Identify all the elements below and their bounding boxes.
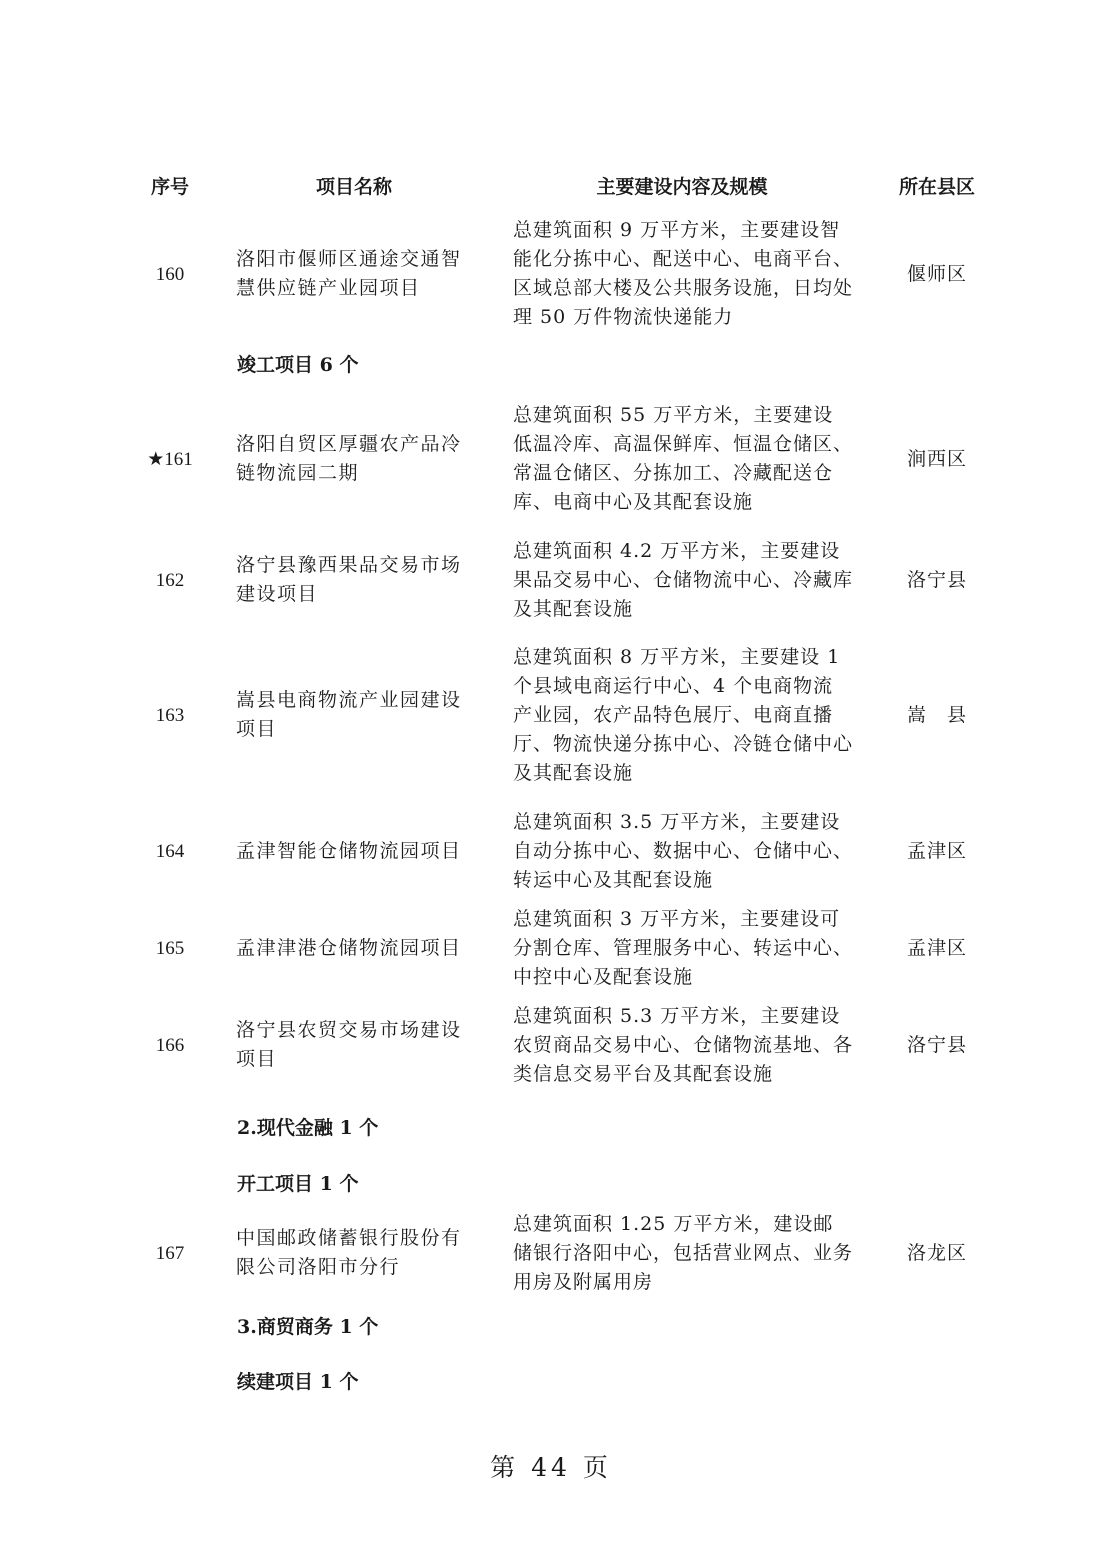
section-continued: 续建项目 1 个: [237, 1371, 359, 1393]
row-name: 洛宁县农贸交易市场建设项目: [236, 1019, 462, 1070]
section-completed: 竣工项目 6 个: [237, 354, 359, 376]
row-desc: 总建筑面积 5.3 万平方米，主要建设农贸商品交易中心、仓储物流基地、各类信息交易平台及其配套设施: [513, 1004, 854, 1085]
row-no: 166: [155, 1034, 185, 1056]
table-row: [0, 1209, 1102, 1297]
row-desc: 总建筑面积 3 万平方米，主要建设可分割仓库、管理服务中心、转运中心、中控中心及配套设施: [513, 907, 854, 988]
row-desc: 总建筑面积 3.5 万平方米，主要建设自动分拣中心、数据中心、仓储中心、转运中心及其配套设施: [513, 810, 854, 891]
table-row: [0, 904, 1102, 992]
header-name: 项目名称: [315, 176, 392, 198]
row-area: 洛宁县: [906, 1033, 967, 1056]
table-row: [0, 642, 1102, 788]
table-row: [0, 216, 1102, 332]
row-desc: 总建筑面积 4.2 万平方米，主要建设果品交易中心、仓储物流中心、冷藏库及其配套设施: [513, 539, 854, 620]
table-header: [0, 172, 1102, 202]
row-name: 孟津津港仓储物流园项目: [236, 936, 462, 959]
table-row: [0, 1001, 1102, 1089]
row-desc: 总建筑面积 1.25 万平方米，建设邮储银行洛阳中心，包括营业网点、业务用房及附属用房: [513, 1212, 854, 1293]
row-no: ★161: [147, 448, 193, 470]
row-no: 164: [155, 840, 185, 862]
row-no: 160: [155, 263, 185, 285]
row-desc: 总建筑面积 8 万平方米，主要建设 1 个县域电商运行中心、4 个电商物流产业园，农产品特色展厅、电商直播厅、物流快递分拣中心、冷链仓储中心及其配套设施: [513, 645, 854, 784]
row-no: 163: [155, 704, 185, 726]
row-area: 偃师区: [906, 262, 967, 285]
section-started: 开工项目 1 个: [237, 1173, 359, 1195]
row-area: 洛宁县: [906, 568, 967, 591]
row-name: 洛阳自贸区厚疆农产品冷链物流园二期: [236, 433, 462, 484]
row-area: 孟津区: [906, 936, 967, 959]
header-desc: 主要建设内容及规模: [596, 176, 768, 198]
row-area: 洛龙区: [906, 1241, 967, 1264]
table-row: [0, 807, 1102, 895]
row-area: 孟津区: [906, 839, 967, 862]
row-no: 165: [155, 937, 185, 959]
table-row: [0, 536, 1102, 624]
row-no: 162: [155, 569, 185, 591]
row-name: 洛阳市偃师区通途交通智慧供应链产业园项目: [236, 248, 462, 299]
row-name: 洛宁县豫西果品交易市场建设项目: [236, 554, 462, 605]
row-area: 嵩 县: [906, 703, 967, 726]
row-desc: 总建筑面积 55 万平方米，主要建设低温冷库、高温保鲜库、恒温仓储区、常温仓储区、分拣加工、冷藏配送仓库、电商中心及其配套设施: [513, 404, 854, 513]
row-desc: 总建筑面积 9 万平方米，主要建设智能化分拣中心、配送中心、电商平台、区域总部大楼及公共服务设施，日均处理 50 万件物流快递能力: [513, 219, 854, 328]
page-number: 第 44 页: [490, 1453, 612, 1482]
row-no: 167: [155, 1242, 185, 1264]
header-no: 序号: [150, 176, 189, 198]
header-area: 所在县区: [898, 176, 975, 198]
row-name: 中国邮政储蓄银行股份有限公司洛阳市分行: [236, 1227, 462, 1278]
row-area: 涧西区: [906, 447, 967, 470]
row-name: 嵩县电商物流产业园建设项目: [236, 689, 462, 740]
table-row: [0, 401, 1102, 517]
section-commerce: 3.商贸商务 1 个: [237, 1316, 379, 1338]
section-finance: 2.现代金融 1 个: [237, 1117, 379, 1139]
row-name: 孟津智能仓储物流园项目: [236, 839, 462, 862]
